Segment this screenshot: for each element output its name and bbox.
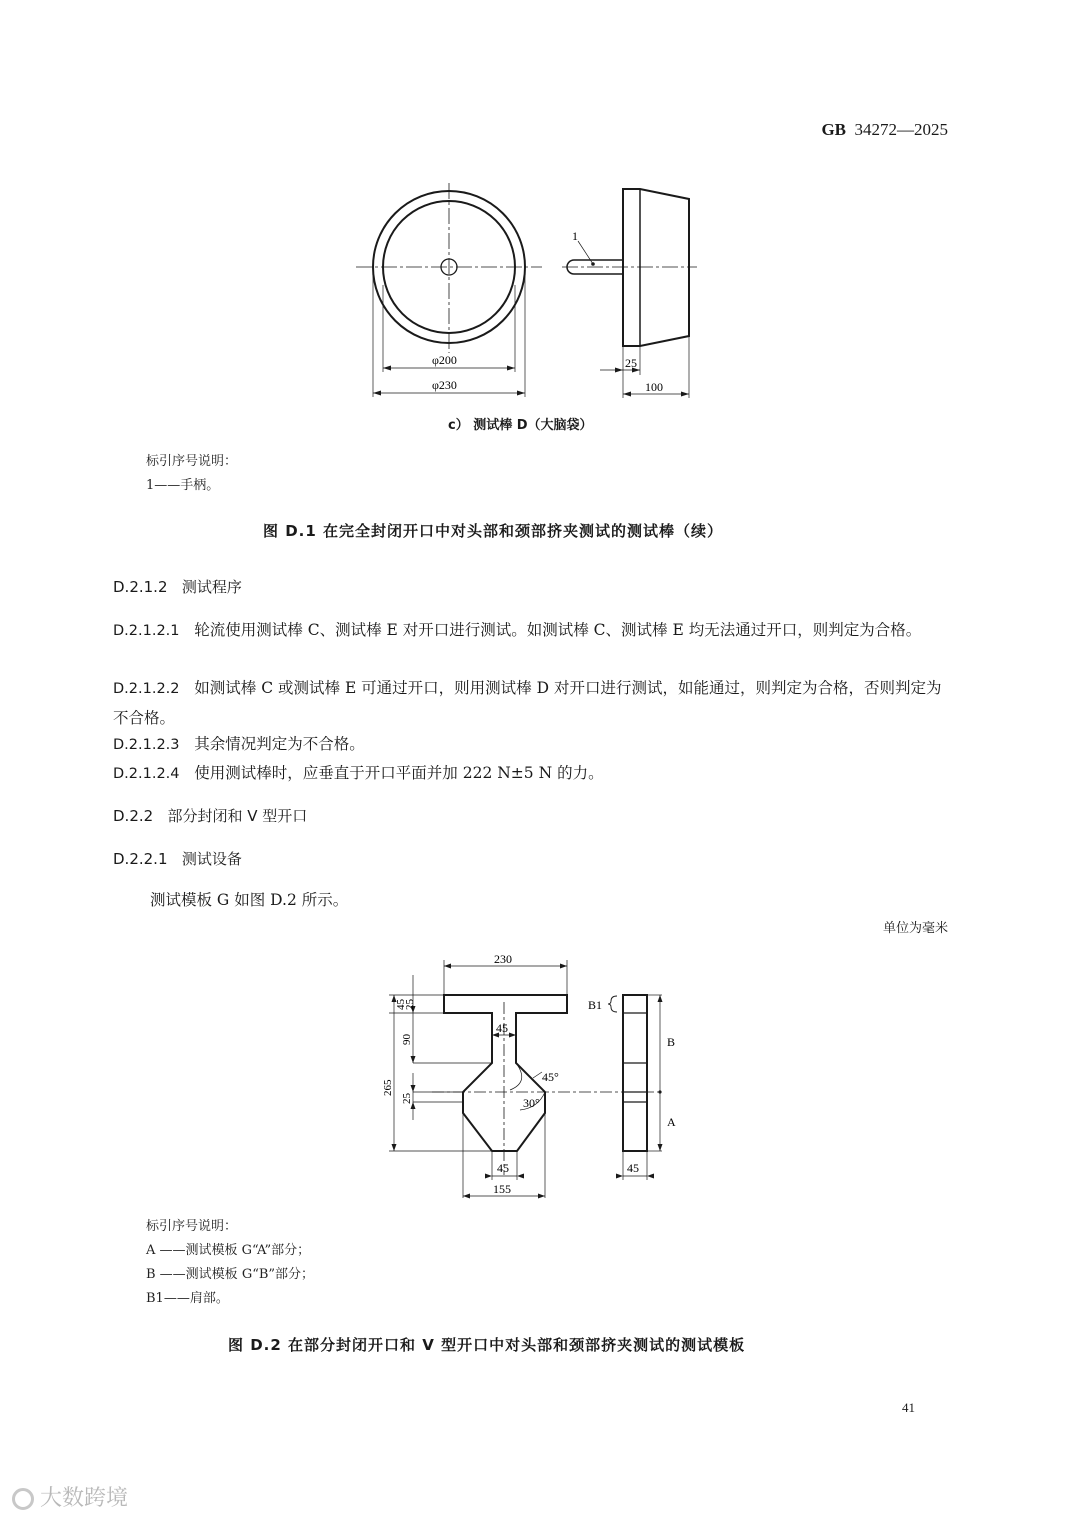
clause-d2-1-2-2 — [113, 674, 953, 733]
section-heading-d2-2 — [113, 805, 307, 826]
label-a: A — [667, 1115, 676, 1129]
template-g-side-view — [623, 995, 647, 1151]
dim-25: 25 — [625, 356, 637, 370]
dim-d230: φ230 — [432, 378, 457, 392]
dim-25-mid: 25 — [401, 1093, 413, 1104]
section-title: 测试设备 — [181, 850, 242, 868]
section-number: D.2.2.1 — [113, 850, 168, 868]
section-heading-d2-1-2 — [113, 576, 242, 597]
clause-text: 使用测试棒时，应垂直于开口平面并加 222 N±5 N 的力。 — [194, 764, 604, 782]
angle-30: 30° — [523, 1096, 540, 1110]
clause-d2-1-2-4 — [113, 759, 953, 789]
watermark-text: 大数跨境 — [40, 1486, 129, 1511]
dim-90: 90 — [401, 1034, 413, 1045]
legend-item: B1——肩部。 — [146, 1291, 229, 1306]
section-number: D.2.1.2 — [113, 578, 168, 596]
dim-45-side: 45 — [627, 1161, 639, 1175]
units-note: 单位为毫米 — [882, 921, 948, 936]
section-heading-d2-2-1 — [113, 848, 242, 869]
legend-title: 标引序号说明： — [146, 454, 238, 469]
section-number: D.2.2 — [113, 807, 154, 825]
watermark — [12, 1481, 128, 1512]
label-b: B — [667, 1035, 676, 1049]
dim-45-bottom: 45 — [497, 1161, 509, 1175]
intro-text: 测试模板 G 如图 D.2 所示。 — [150, 891, 349, 909]
legend-item: B ——测试模板 G“B”部分； — [146, 1267, 315, 1282]
section-title: 测试程序 — [181, 578, 242, 596]
figure-test-bar-d — [350, 180, 710, 410]
clause-text: 轮流使用测试棒 C、测试棒 E 对开口进行测试。如测试棒 C、测试棒 E 均无法通过开口，则判定为合格。 — [194, 621, 922, 639]
clause-number: D.2.1.2.3 — [113, 737, 180, 753]
figure-subcaption: c） 测试棒 D（大脑袋） — [448, 418, 593, 433]
clause-number: D.2.1.2.1 — [113, 623, 180, 639]
clause-number: D.2.1.2.2 — [113, 681, 180, 697]
label-1: 1 — [572, 229, 578, 243]
legend-item: 1——手柄。 — [146, 478, 220, 493]
legend-title: 标引序号说明： — [146, 1219, 238, 1234]
dim-d200: φ200 — [432, 353, 457, 367]
dim-265: 265 — [382, 1079, 394, 1096]
side-view-body — [623, 189, 689, 346]
clause-d2-1-2-1 — [113, 616, 953, 646]
dim-45-neck: 45 — [496, 1021, 508, 1035]
standard-code: 34272—2025 — [854, 120, 948, 139]
figure-d1-caption: 图 D.1 在完全封闭开口中对头部和颈部挤夹测试的测试棒（续） — [263, 522, 724, 540]
legend-item: A ——测试模板 G“A”部分； — [146, 1243, 311, 1258]
page-number: 41 — [902, 1400, 915, 1415]
clause-number: D.2.1.2.4 — [113, 766, 180, 782]
clause-d2-1-2-3 — [113, 730, 953, 760]
figure-d2-caption: 图 D.2 在部分封闭开口和 V 型开口中对头部和颈部挤夹测试的测试模板 — [228, 1336, 746, 1354]
legend-2 — [146, 1215, 314, 1311]
clause-text: 如测试棒 C 或测试棒 E 可通过开口，则用测试棒 D 对开口进行测试，如能通过，则判定为合格，否则判定为不合格。 — [113, 679, 942, 727]
standard-prefix: GB — [821, 120, 846, 139]
dim-100: 100 — [645, 380, 663, 394]
legend-1 — [146, 450, 237, 498]
section-title: 部分封闭和 V 型开口 — [167, 807, 308, 825]
dim-25-top: 25 — [404, 999, 416, 1010]
dim-45-top: 45 — [395, 999, 407, 1010]
figure-template-g — [378, 950, 698, 1200]
watermark-logo-icon — [12, 1488, 34, 1510]
angle-45: 45° — [542, 1070, 559, 1084]
clause-text: 其余情况判定为不合格。 — [194, 735, 365, 753]
label-b1: B1 — [588, 998, 603, 1012]
dim-155: 155 — [493, 1182, 511, 1196]
standard-number — [780, 120, 948, 140]
dim-230: 230 — [494, 952, 512, 966]
